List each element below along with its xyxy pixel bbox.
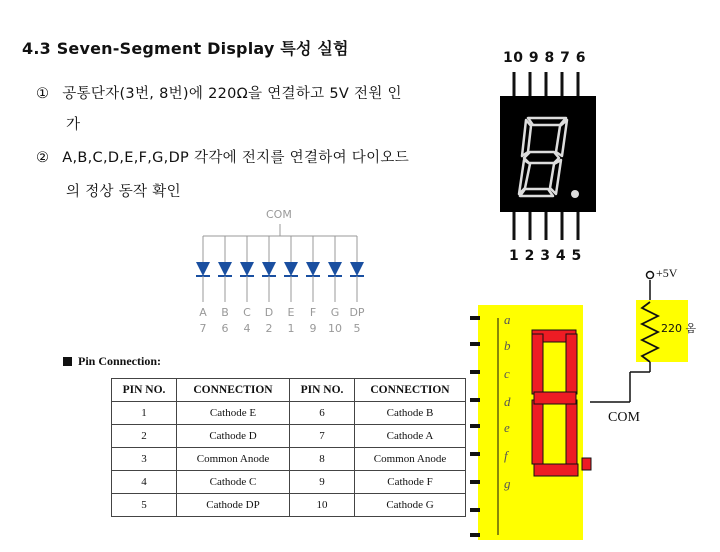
table-header: CONNECTION (177, 379, 290, 402)
segment-label: B (221, 306, 229, 319)
segment-label: A (199, 306, 207, 319)
display-package-diagram (500, 48, 600, 268)
segment-letter: f (504, 448, 508, 463)
segment-label: E (287, 306, 295, 319)
segment-letter: b (504, 338, 511, 353)
table-header: PIN NO. (290, 379, 355, 402)
pin-number-row (192, 322, 382, 340)
table-cell: 2 (112, 425, 177, 448)
table-cell: 10 (290, 494, 355, 517)
pin-connection-heading (63, 354, 161, 369)
circuit-com-label: COM (608, 410, 640, 425)
pin-number: 5 (353, 322, 361, 335)
slide-title: 4.3 Seven-Segment Display 특성 실험 (22, 39, 349, 58)
table-cell: 9 (290, 471, 355, 494)
item-marker: ① (36, 86, 50, 102)
table-cell: Cathode DP (177, 494, 290, 517)
list-item-1-continuation: 가 (66, 117, 81, 133)
table-cell: 5 (112, 494, 177, 517)
table-cell: 6 (290, 402, 355, 425)
table-row (112, 402, 466, 425)
top-pin-numbers: 10 9 8 7 6 (503, 50, 586, 66)
list-item-2 (36, 146, 409, 167)
pin-number: 6 (221, 322, 229, 335)
segment-letter: e (504, 420, 510, 435)
pin-connection-label: Pin Connection: (78, 354, 162, 368)
pin-number: 10 (328, 322, 342, 335)
table-row (112, 425, 466, 448)
table-header-row (112, 379, 466, 402)
pin-number: 9 (309, 322, 317, 335)
pin-number: 4 (243, 322, 251, 335)
table-row (112, 448, 466, 471)
pin-number: 1 (287, 322, 295, 335)
segment-letter-column (500, 312, 516, 552)
com-label: COM (266, 208, 292, 221)
segment-letter: a (504, 312, 511, 327)
segment-label: D (264, 306, 274, 319)
table-cell: 7 (290, 425, 355, 448)
table-row (112, 471, 466, 494)
table-cell: 4 (112, 471, 177, 494)
list-item-2-continuation: 의 정상 동작 확인 (66, 184, 181, 200)
segment-letter: d (504, 394, 511, 409)
diode-symbol (350, 262, 364, 276)
table-cell: Common Anode (177, 448, 290, 471)
table-cell: Cathode D (177, 425, 290, 448)
table-cell: Cathode A (355, 425, 466, 448)
pin-number: 7 (199, 322, 207, 335)
segment-letter: g (504, 476, 511, 491)
table-cell: Cathode C (177, 471, 290, 494)
table-header: PIN NO. (112, 379, 177, 402)
list-item-1 (36, 82, 402, 103)
bottom-pin-numbers: 1 2 3 4 5 (509, 248, 582, 264)
diode-symbol (284, 262, 298, 276)
item-text: A,B,C,D,E,F,G,DP 각각에 전지를 연결하여 다이오드 (62, 150, 410, 166)
diode-symbol (328, 262, 342, 276)
diode-symbol (262, 262, 276, 276)
table-cell: 3 (112, 448, 177, 471)
diode-symbol (218, 262, 232, 276)
supply-label: +5V (656, 266, 678, 280)
table-cell: Cathode E (177, 402, 290, 425)
segment-label: G (330, 306, 340, 319)
resistor-label: 220 옴 (661, 322, 697, 335)
table-row (112, 494, 466, 517)
bullet-square (63, 357, 72, 366)
table-cell: Common Anode (355, 448, 466, 471)
diode-symbol (196, 262, 210, 276)
diode-symbol (240, 262, 254, 276)
display-package-svg (500, 48, 600, 268)
table-cell: Cathode F (355, 471, 466, 494)
item-text: 공통단자(3번, 8번)에 220Ω을 연결하고 5V 전원 인 (62, 86, 402, 102)
segment-letter: c (504, 366, 510, 381)
circuit-diagram (470, 260, 720, 540)
pin-number: 2 (265, 322, 273, 335)
diode-array-svg (192, 206, 382, 316)
table-cell: Cathode B (355, 402, 466, 425)
table-cell: 1 (112, 402, 177, 425)
table-cell: 8 (290, 448, 355, 471)
segment-label: C (243, 306, 251, 319)
table-header: CONNECTION (355, 379, 466, 402)
item-marker: ② (36, 150, 50, 166)
pin-connection-table (111, 378, 466, 517)
segment-label: DP (349, 306, 365, 319)
diode-symbol (306, 262, 320, 276)
diode-array-diagram (192, 206, 382, 346)
table-cell: Cathode G (355, 494, 466, 517)
segment-label: F (309, 306, 317, 319)
